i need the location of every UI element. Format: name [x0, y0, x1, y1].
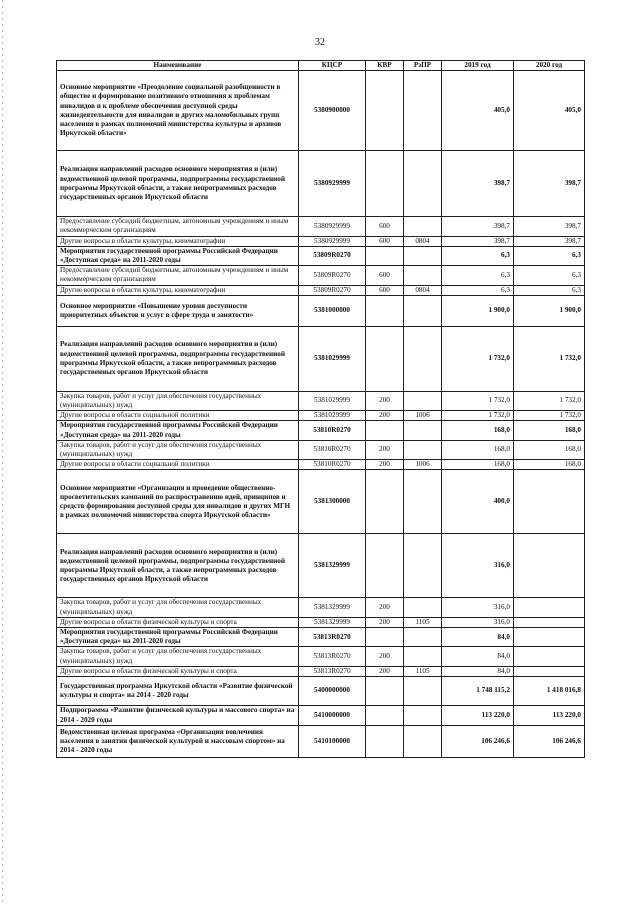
cell-name: Закупка товаров, работ и услуг для обеспечения государственных (муниципальных) нужд [57, 440, 299, 459]
header-kvr: КВР [366, 61, 404, 71]
cell-kcsr: 5400000000 [299, 677, 366, 706]
cell-2020: 405,0 [514, 71, 585, 151]
cell-2019: 316,0 [442, 534, 514, 598]
cell-rzpr: 1006 [404, 411, 442, 421]
cell-rzpr [404, 151, 442, 217]
table-row [57, 470, 585, 534]
cell-2020 [514, 534, 585, 598]
cell-name: Закупка товаров, работ и услуг для обеспечения государственных (муниципальных) нужд [57, 391, 299, 410]
table-row [57, 706, 585, 726]
cell-name: Другие вопросы в области социальной политики [57, 460, 299, 470]
cell-kvr: 600 [366, 236, 404, 246]
cell-kcsr: 53809R0270 [299, 266, 366, 285]
cell-kvr: 200 [366, 617, 404, 627]
cell-kcsr: 5410000000 [299, 706, 366, 726]
cell-kcsr: 53809R0270 [299, 285, 366, 295]
cell-2020 [514, 666, 585, 676]
cell-2020: 398,7 [514, 236, 585, 246]
cell-2019: 1 732,0 [442, 391, 514, 410]
cell-2020: 1 732,0 [514, 411, 585, 421]
cell-2019: 84,0 [442, 628, 514, 647]
cell-rzpr [404, 295, 442, 326]
cell-name: Предоставление субсидий бюджетным, автономным учреждениям и иным некоммерческим организациям [57, 217, 299, 236]
cell-rzpr [404, 647, 442, 666]
table-row [57, 598, 585, 617]
cell-2019: 1 900,0 [442, 295, 514, 326]
cell-name: Закупка товаров, работ и услуг для обеспечения государственных (муниципальных) нужд [57, 647, 299, 666]
table-row [57, 460, 585, 470]
cell-name: Подпрограмма «Развитие физической культуры и массового спорта» на 2014 - 2020 годы [57, 706, 299, 726]
cell-2019: 398,7 [442, 151, 514, 217]
cell-name: Другие вопросы в области культуры, кинематографии [57, 236, 299, 246]
cell-rzpr [404, 246, 442, 265]
cell-kvr [366, 421, 404, 440]
cell-2019: 400,0 [442, 470, 514, 534]
cell-rzpr [404, 391, 442, 410]
cell-2019: 6,3 [442, 266, 514, 285]
cell-name: Мероприятия государственной программы Российской Федерации «Доступная среда» на 2011-2020 годы [57, 628, 299, 647]
cell-2019: 405,0 [442, 71, 514, 151]
table-row [57, 628, 585, 647]
cell-2019: 106 246,6 [442, 726, 514, 758]
cell-kcsr: 53813R0270 [299, 666, 366, 676]
cell-kvr [366, 246, 404, 265]
cell-kvr: 600 [366, 217, 404, 236]
cell-name: Другие вопросы в области социальной политики [57, 411, 299, 421]
cell-2019: 1 732,0 [442, 411, 514, 421]
header-rzpr: РзПР [404, 61, 442, 71]
cell-rzpr: 0804 [404, 285, 442, 295]
cell-kvr [366, 326, 404, 391]
cell-2020 [514, 628, 585, 647]
cell-2020: 1 418 016,8 [514, 677, 585, 706]
cell-name: Закупка товаров, работ и услуг для обеспечения государственных (муниципальных) нужд [57, 598, 299, 617]
cell-kcsr: 5381329999 [299, 617, 366, 627]
cell-rzpr [404, 726, 442, 758]
cell-2019: 6,3 [442, 285, 514, 295]
scan-edge [2, 0, 3, 905]
cell-2019: 168,0 [442, 440, 514, 459]
cell-name: Реализация направлений расходов основного мероприятия и (или) ведомственной целевой программы, подпрограммы государственной программы Иркутской области, а также непрограммных расходов государственных органов Иркутской области [57, 534, 299, 598]
cell-kcsr: 53809R0270 [299, 246, 366, 265]
table-row [57, 217, 585, 236]
cell-2019: 168,0 [442, 421, 514, 440]
cell-kcsr: 5381000000 [299, 295, 366, 326]
cell-name: Мероприятия государственной программы Российской Федерации «Доступная среда» на 2011-2020 годы [57, 421, 299, 440]
cell-2020: 1 732,0 [514, 391, 585, 410]
cell-kcsr: 53813R0270 [299, 647, 366, 666]
cell-kvr [366, 295, 404, 326]
cell-rzpr: 1105 [404, 666, 442, 676]
cell-2019: 398,7 [442, 236, 514, 246]
cell-rzpr [404, 440, 442, 459]
cell-kvr [366, 706, 404, 726]
cell-2020: 6,3 [514, 285, 585, 295]
table-row [57, 71, 585, 151]
table-row [57, 421, 585, 440]
table-row [57, 246, 585, 265]
table-row [57, 677, 585, 706]
cell-name: Другие вопросы в области культуры, кинематографии [57, 285, 299, 295]
cell-kvr: 200 [366, 440, 404, 459]
cell-2019: 6,3 [442, 246, 514, 265]
cell-kcsr: 5380900000 [299, 71, 366, 151]
table-row [57, 534, 585, 598]
table-row [57, 391, 585, 410]
header-kcsr: КЦСР [299, 61, 366, 71]
cell-rzpr: 1105 [404, 617, 442, 627]
cell-rzpr: 0804 [404, 236, 442, 246]
cell-2019: 168,0 [442, 460, 514, 470]
cell-kvr: 200 [366, 647, 404, 666]
cell-kvr: 200 [366, 411, 404, 421]
cell-rzpr [404, 534, 442, 598]
cell-kvr: 200 [366, 666, 404, 676]
cell-2020: 106 246,6 [514, 726, 585, 758]
cell-kcsr: 5381029999 [299, 391, 366, 410]
cell-2020 [514, 598, 585, 617]
cell-2020: 168,0 [514, 440, 585, 459]
cell-rzpr [404, 421, 442, 440]
cell-2019: 316,0 [442, 617, 514, 627]
cell-kvr: 600 [366, 285, 404, 295]
cell-kvr [366, 71, 404, 151]
cell-kcsr: 53810R0270 [299, 421, 366, 440]
cell-rzpr [404, 217, 442, 236]
cell-kcsr: 5381029999 [299, 326, 366, 391]
cell-kcsr: 53810R0270 [299, 440, 366, 459]
table-row [57, 647, 585, 666]
cell-2019: 1 748 115,2 [442, 677, 514, 706]
cell-2019: 316,0 [442, 598, 514, 617]
cell-kcsr: 5380929999 [299, 151, 366, 217]
cell-rzpr [404, 677, 442, 706]
cell-name: Другие вопросы в области физической культуры и спорта [57, 617, 299, 627]
cell-kcsr: 5380929999 [299, 217, 366, 236]
cell-rzpr [404, 71, 442, 151]
cell-2019: 84,0 [442, 647, 514, 666]
table-header-row [57, 61, 585, 71]
cell-rzpr [404, 326, 442, 391]
cell-2020: 6,3 [514, 246, 585, 265]
cell-kcsr: 53813R0270 [299, 628, 366, 647]
cell-name: Ведомственная целевая программа «Организация вовлечения населения в занятия физической культурой и массовым спортом» на 2014 - 2020 годы [57, 726, 299, 758]
cell-kcsr: 5381329999 [299, 598, 366, 617]
table-row [57, 295, 585, 326]
cell-kvr [366, 726, 404, 758]
cell-name: Другие вопросы в области физической культуры и спорта [57, 666, 299, 676]
cell-2020 [514, 617, 585, 627]
cell-name: Основное мероприятие «Организация и проведение общественно-просветительских кампаний по распространению идей, принципов и средств формирования доступной среды для инвалидов и других МГН в рамках полномочий министерства спорта Иркутской области» [57, 470, 299, 534]
cell-name: Реализация направлений расходов основного мероприятия и (или) ведомственной целевой программы, подпрограммы государственной программы Иркутской области, а также непрограммных расходов государственных органов Иркутской области [57, 151, 299, 217]
cell-2020: 1 900,0 [514, 295, 585, 326]
cell-kcsr: 5381300000 [299, 470, 366, 534]
table-row [57, 666, 585, 676]
cell-kcsr: 5380929999 [299, 236, 366, 246]
cell-2020: 398,7 [514, 151, 585, 217]
cell-kcsr: 53810R0270 [299, 460, 366, 470]
cell-kvr [366, 628, 404, 647]
cell-kvr: 200 [366, 460, 404, 470]
cell-rzpr [404, 706, 442, 726]
table-row [57, 151, 585, 217]
cell-2019: 84,0 [442, 666, 514, 676]
cell-rzpr [404, 598, 442, 617]
cell-kvr: 200 [366, 391, 404, 410]
cell-name: Предоставление субсидий бюджетным, автономным учреждениям и иным некоммерческим организациям [57, 266, 299, 285]
cell-rzpr [404, 266, 442, 285]
cell-kcsr: 5381029999 [299, 411, 366, 421]
cell-2020: 1 732,0 [514, 326, 585, 391]
cell-name: Основное мероприятие «Повышение уровня доступности приоритетных объектов и услуг в сфере труда и занятости» [57, 295, 299, 326]
cell-kcsr: 5381329999 [299, 534, 366, 598]
cell-2019: 398,7 [442, 217, 514, 236]
cell-2020 [514, 647, 585, 666]
table-row [57, 411, 585, 421]
cell-2020: 168,0 [514, 460, 585, 470]
table-row [57, 617, 585, 627]
cell-rzpr [404, 628, 442, 647]
cell-name: Реализация направлений расходов основного мероприятия и (или) ведомственной целевой программы, подпрограммы государственной программы Иркутской области, а также непрограммных расходов государственных органов Иркутской области [57, 326, 299, 391]
cell-kvr [366, 470, 404, 534]
cell-kvr: 600 [366, 266, 404, 285]
cell-2019: 113 220,0 [442, 706, 514, 726]
header-name: Наименование [57, 61, 299, 71]
cell-kvr [366, 677, 404, 706]
cell-2019: 1 732,0 [442, 326, 514, 391]
cell-kvr [366, 534, 404, 598]
table-row [57, 236, 585, 246]
cell-rzpr [404, 470, 442, 534]
budget-table [56, 60, 585, 758]
cell-2020: 398,7 [514, 217, 585, 236]
table-row [57, 726, 585, 758]
page-number: 32 [315, 37, 325, 48]
cell-2020 [514, 470, 585, 534]
cell-name: Мероприятия государственной программы Российской Федерации «Доступная среда» на 2011-2020 годы [57, 246, 299, 265]
cell-rzpr: 1006 [404, 460, 442, 470]
table-row [57, 266, 585, 285]
cell-name: Основное мероприятие «Преодоление социальной разобщенности в обществе и формирование позитивного отношения к проблемам инвалидов и к проблеме обеспечения доступной среды жизнедеятельности для инвалидов и других маломобильных групп населения в рамках полномочий министерства культуры и архивов Иркутской области» [57, 71, 299, 151]
table-row [57, 326, 585, 391]
cell-kvr [366, 151, 404, 217]
cell-2020: 113 220,0 [514, 706, 585, 726]
cell-kcsr: 5410100000 [299, 726, 366, 758]
cell-kvr: 200 [366, 598, 404, 617]
header-2019: 2019 год [442, 61, 514, 71]
cell-2020: 6,3 [514, 266, 585, 285]
cell-2020: 168,0 [514, 421, 585, 440]
header-2020: 2020 год [514, 61, 585, 71]
table-row [57, 440, 585, 459]
cell-name: Государственная программа Иркутской области «Развитие физической культуры и спорта» на 2014 - 2020 годы [57, 677, 299, 706]
table-row [57, 285, 585, 295]
